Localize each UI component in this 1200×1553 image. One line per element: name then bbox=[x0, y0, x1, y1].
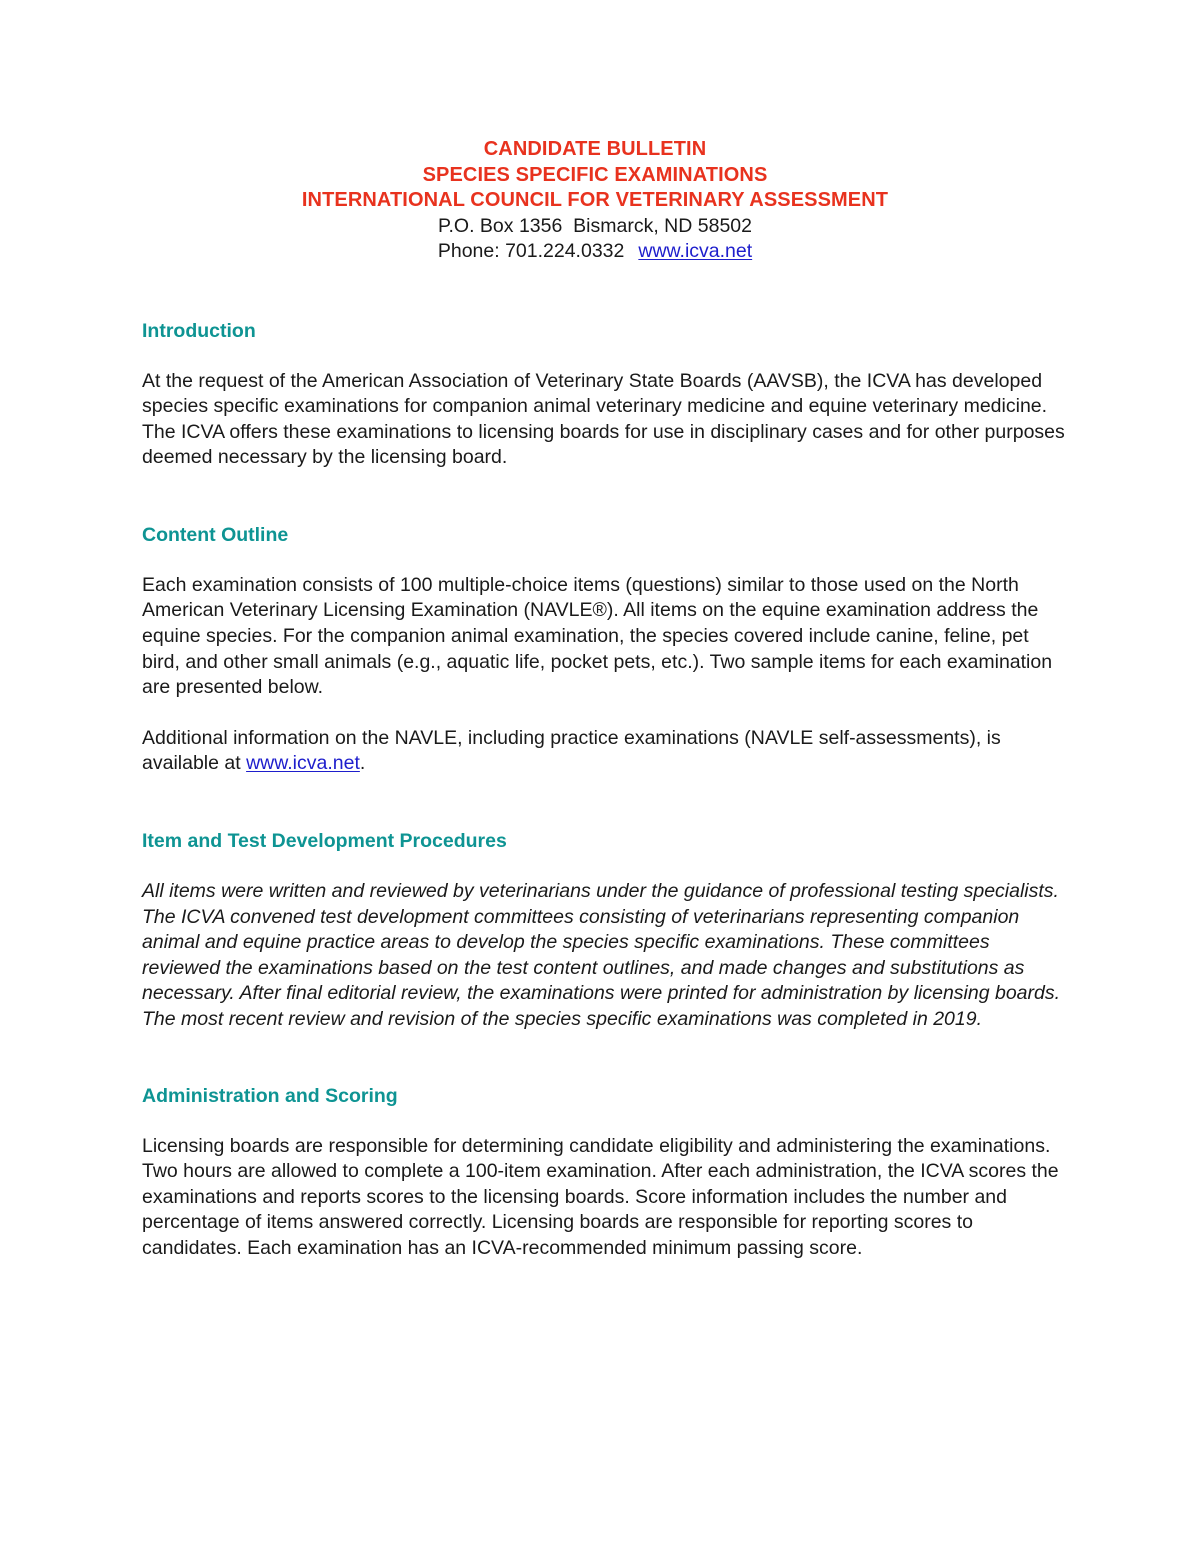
content-outline-paragraph: Each examination consists of 100 multiple-choice items (questions) similar to those used on the North American Veterinary Licensing Examination (NAVLE®). All items on the equine examination address the equine species. For the companion animal examination, the species covered include canine, feline, pet bird, and other small animals (e.g., aquatic life, pocket pets, etc.). Two sample items for each examination are presented below. bbox=[142, 573, 1053, 699]
administration-paragraph: Licensing boards are responsible for determining candidate eligibility and administering the examinations. Two hours are allowed to complete a 100-item examination. After each administration, the ICVA scores the examinations and reports scores to the licensing boards. Score information includes the number and percentage of items answered correctly. Licensing boards are responsible for reporting scores to candidates. Each examination has an ICVA-recommended minimum passing score. bbox=[142, 1134, 1059, 1259]
document-header bbox=[130, 137, 1060, 265]
additional-info-period: . bbox=[359, 752, 366, 775]
bulletin-title: CANDIDATE BULLETIN bbox=[483, 138, 707, 160]
postal-address: P.O. Box 1356 Bismarck, ND 58502 bbox=[438, 214, 752, 237]
phone-number: Phone: 701.224.0332 bbox=[437, 240, 625, 262]
item-development-paragraph: All items were written and reviewed by veterinarians under the guidance of professional testing specialists. The ICVA convened test development committees consisting of veterinarians representing companion animal and equine practice areas to develop the species specific examinations. These committees reviewed the examinations based on the test content outlines, and made changes and substitutions as necessary. After final editorial review, the examinations were printed for administration by licensing boards. The most recent review and revision of the species specific examinations was completed in 2019. bbox=[142, 880, 1061, 1030]
administration-heading: Administration and Scoring bbox=[142, 1084, 398, 1107]
bulletin-subtitle: SPECIES SPECIFIC EXAMINATIONS bbox=[422, 163, 768, 186]
introduction-heading: Introduction bbox=[142, 319, 256, 342]
additional-info-text: Additional information on the NAVLE, including practice examinations (NAVLE self-assessments), is available at bbox=[142, 726, 1001, 775]
content-outline-heading: Content Outline bbox=[142, 523, 289, 546]
introduction-paragraph: At the request of the American Association of Veterinary State Boards (AAVSB), the ICVA has developed species specific examinations for companion animal veterinary medicine and equine veterinary medicine. The ICVA offers these examinations to licensing boards for use in disciplinary cases and for other purposes deemed necessary by the licensing board. bbox=[142, 369, 1065, 469]
item-development-heading: Item and Test Development Procedures bbox=[142, 830, 507, 853]
website-link[interactable]: www.icva.net bbox=[638, 240, 753, 262]
organization-name: INTERNATIONAL COUNCIL FOR VETERINARY ASSESSMENT bbox=[301, 189, 889, 211]
contact-line bbox=[130, 239, 1060, 265]
additional-info-paragraph bbox=[142, 726, 1072, 777]
document-page bbox=[142, 137, 1072, 1262]
website-link-inline[interactable]: www.icva.net bbox=[246, 752, 360, 775]
